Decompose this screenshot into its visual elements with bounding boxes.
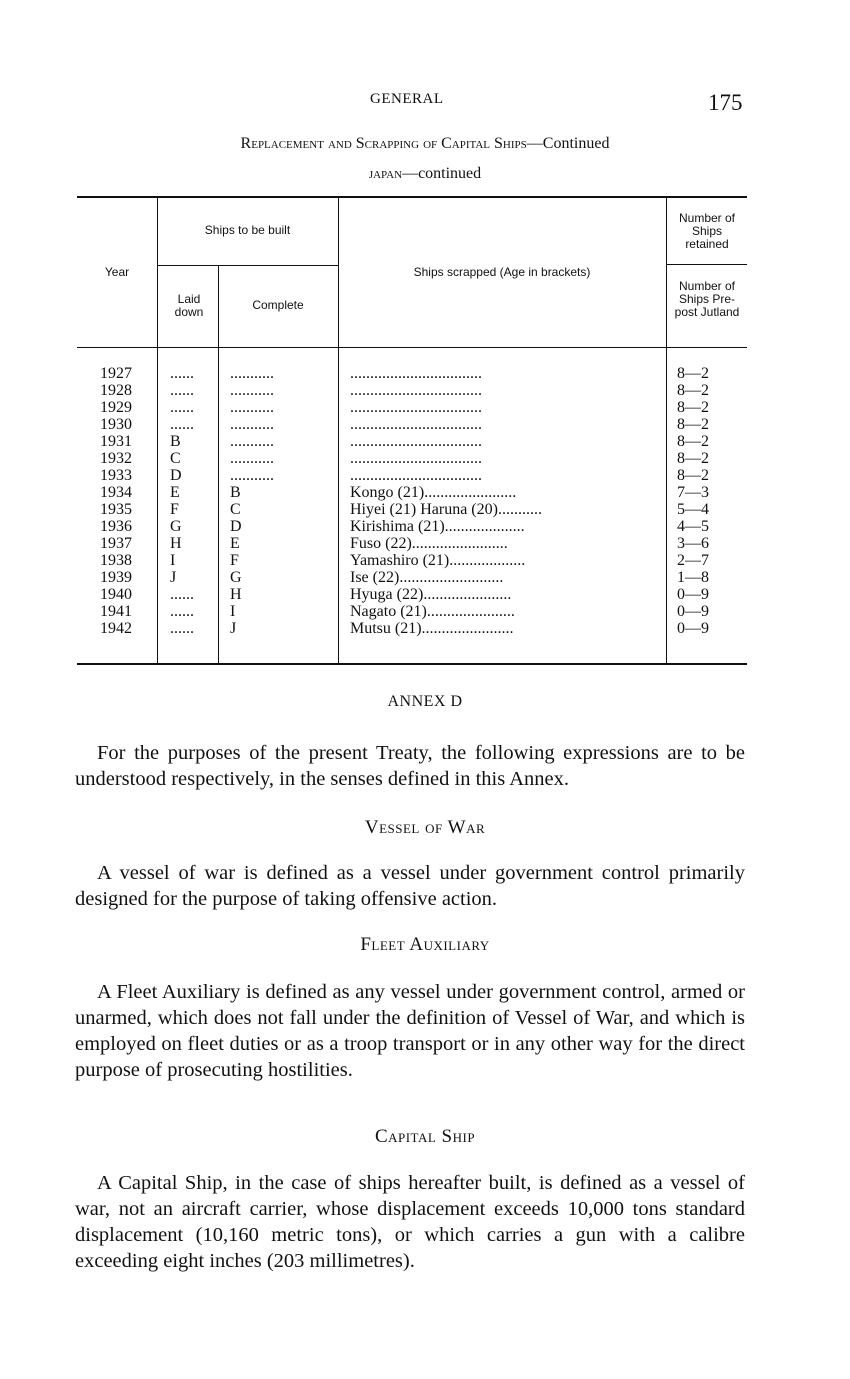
row-number-of-ships: 8—2 [677, 416, 709, 433]
row-year: 1941 [100, 603, 132, 620]
row-complete: E [230, 535, 240, 552]
row-laid-down: ...... [170, 586, 194, 603]
row-ships-scrapped: Nagato (21)...................... [350, 603, 515, 620]
row-complete: ........... [230, 382, 274, 399]
annex-intro: For the purposes of the present Treaty, the following expressions are to be understood respectively, in the senses defined in this Annex. [75, 742, 745, 790]
table-row [77, 620, 747, 637]
header-divider [157, 265, 338, 266]
row-year: 1934 [100, 484, 132, 501]
table-row [77, 569, 747, 586]
row-complete: ........... [230, 399, 274, 416]
row-laid-down: J [170, 569, 177, 586]
table-row [77, 433, 747, 450]
header-ships-scrapped: Ships scrapped (Age in brackets) [413, 265, 591, 279]
row-complete: ........... [230, 365, 274, 382]
row-complete: ........... [230, 433, 274, 450]
row-year: 1927 [100, 365, 132, 382]
table-row [77, 399, 747, 416]
header-bottom-rule [77, 347, 747, 348]
row-number-of-ships: 8—2 [677, 433, 709, 450]
row-laid-down: C [170, 450, 181, 467]
row-number-of-ships: 7—3 [677, 484, 709, 501]
row-year: 1928 [100, 382, 132, 399]
row-year: 1939 [100, 569, 132, 586]
row-number-of-ships: 1—8 [677, 569, 709, 586]
row-year: 1935 [100, 501, 132, 518]
row-year: 1933 [100, 467, 132, 484]
row-year: 1929 [100, 399, 132, 416]
table-row [77, 501, 747, 518]
row-laid-down: G [170, 518, 182, 535]
row-number-of-ships: 8—2 [677, 382, 709, 399]
row-laid-down: I [170, 552, 176, 569]
row-year: 1931 [100, 433, 132, 450]
row-laid-down: D [170, 467, 182, 484]
row-ships-scrapped: Kongo (21)....................... [350, 484, 517, 501]
row-number-of-ships: 4—5 [677, 518, 709, 535]
row-number-of-ships: 5—4 [677, 501, 709, 518]
row-laid-down: ...... [170, 382, 194, 399]
table-subtitle [0, 165, 850, 183]
row-complete: ........... [230, 416, 274, 433]
row-number-of-ships: 8—2 [677, 365, 709, 382]
replacement-table [77, 196, 747, 665]
row-complete: H [230, 586, 242, 603]
row-complete: ........... [230, 467, 274, 484]
table-title-main: Replacement and Scrapping of Capital Ships [240, 135, 527, 152]
row-ships-scrapped: Hyuga (22)...................... [350, 586, 512, 603]
row-complete: C [230, 501, 241, 518]
row-laid-down: ...... [170, 603, 194, 620]
header-year: Year [104, 265, 130, 279]
row-laid-down: H [170, 535, 182, 552]
row-ships-scrapped: ................................. [350, 450, 482, 467]
row-laid-down: ...... [170, 399, 194, 416]
row-number-of-ships: 8—2 [677, 450, 709, 467]
row-number-of-ships: 3—6 [677, 535, 709, 552]
row-ships-scrapped: ................................. [350, 416, 482, 433]
row-laid-down: B [170, 433, 181, 450]
row-ships-scrapped: ................................. [350, 467, 482, 484]
section-heading-fleet-auxiliary: Fleet Auxiliary [360, 934, 490, 955]
table-row [77, 603, 747, 620]
row-complete: J [230, 620, 237, 637]
table-title-suffix: —Continued [526, 135, 610, 152]
row-year: 1937 [100, 535, 132, 552]
section-text-capital-ship: A Capital Ship, in the case of ships hereafter built, is defined as a vessel of war, not an aircraft carrier, whose displacement exceeds 10,000 tons standard displacement (10,160 metric tons), or which carries a gun with a calibre exceeding eight inches (203 millimetres). [75, 1172, 745, 1272]
row-complete: D [230, 518, 242, 535]
table-row [77, 535, 747, 552]
row-laid-down: ...... [170, 416, 194, 433]
row-ships-scrapped: Fuso (22)........................ [350, 535, 508, 552]
row-number-of-ships: 2—7 [677, 552, 709, 569]
row-number-of-ships: 8—2 [677, 467, 709, 484]
table-row [77, 382, 747, 399]
row-year: 1942 [100, 620, 132, 637]
row-ships-scrapped: Kirishima (21).................... [350, 518, 525, 535]
row-number-of-ships: 0—9 [677, 603, 709, 620]
row-year: 1940 [100, 586, 132, 603]
row-ships-scrapped: Hiyei (21) Haruna (20)........... [350, 501, 542, 518]
header-number-pre-post: Number of Ships Pre- post Jutland [674, 279, 740, 319]
header-divider [666, 264, 747, 265]
row-year: 1938 [100, 552, 132, 569]
row-laid-down: ...... [170, 620, 194, 637]
header-number-retained: Number of Ships retained [678, 211, 736, 251]
row-ships-scrapped: ................................. [350, 382, 482, 399]
row-ships-scrapped: Mutsu (21)....................... [350, 620, 514, 637]
row-laid-down: E [170, 484, 180, 501]
header-ships-to-be-built: Ships to be built [204, 223, 291, 237]
row-ships-scrapped: ................................. [350, 399, 482, 416]
table-row [77, 450, 747, 467]
header-laid-down: Laid down [174, 292, 204, 319]
row-ships-scrapped: Yamashiro (21)................... [350, 552, 526, 569]
table-row [77, 416, 747, 433]
table-row [77, 552, 747, 569]
header-complete: Complete [252, 298, 304, 312]
row-ships-scrapped: ................................. [350, 433, 482, 450]
row-year: 1930 [100, 416, 132, 433]
section-heading-capital-ship: Capital Ship [374, 1126, 476, 1147]
row-complete: I [230, 603, 236, 620]
table-row [77, 586, 747, 603]
table-subtitle-country: japan [368, 165, 403, 182]
section-text-vessel-of-war: A vessel of war is defined as a vessel under government control primarily designed for the purpose of taking offensive action. [75, 862, 745, 910]
row-complete: G [230, 569, 242, 586]
section-text-fleet-auxiliary: A Fleet Auxiliary is defined as any vessel under government control, armed or unarmed, which does not fall under the definition of Vessel of War, and which is employed on fleet duties or as a troop transport or in any other way for the direct purpose of prosecuting hostilities. [75, 981, 745, 1081]
row-year: 1936 [100, 518, 132, 535]
row-laid-down: ...... [170, 365, 194, 382]
row-number-of-ships: 8—2 [677, 399, 709, 416]
row-laid-down: F [170, 501, 179, 518]
table-title [0, 135, 850, 153]
row-ships-scrapped: Ise (22).......................... [350, 569, 504, 586]
row-number-of-ships: 0—9 [677, 586, 709, 603]
annex-title: ANNEX D [387, 693, 463, 710]
table-row [77, 365, 747, 382]
page-number: 175 [708, 90, 743, 115]
table-row [77, 484, 747, 501]
row-complete: F [230, 552, 239, 569]
row-complete: B [230, 484, 241, 501]
row-number-of-ships: 0—9 [677, 620, 709, 637]
table-subtitle-suffix: —continued [402, 165, 482, 182]
row-complete: ........... [230, 450, 274, 467]
section-heading-vessel-of-war: Vessel of War [364, 817, 486, 838]
row-year: 1932 [100, 450, 132, 467]
table-row [77, 467, 747, 484]
running-title: GENERAL [370, 91, 444, 107]
table-row [77, 518, 747, 535]
row-ships-scrapped: ................................. [350, 365, 482, 382]
